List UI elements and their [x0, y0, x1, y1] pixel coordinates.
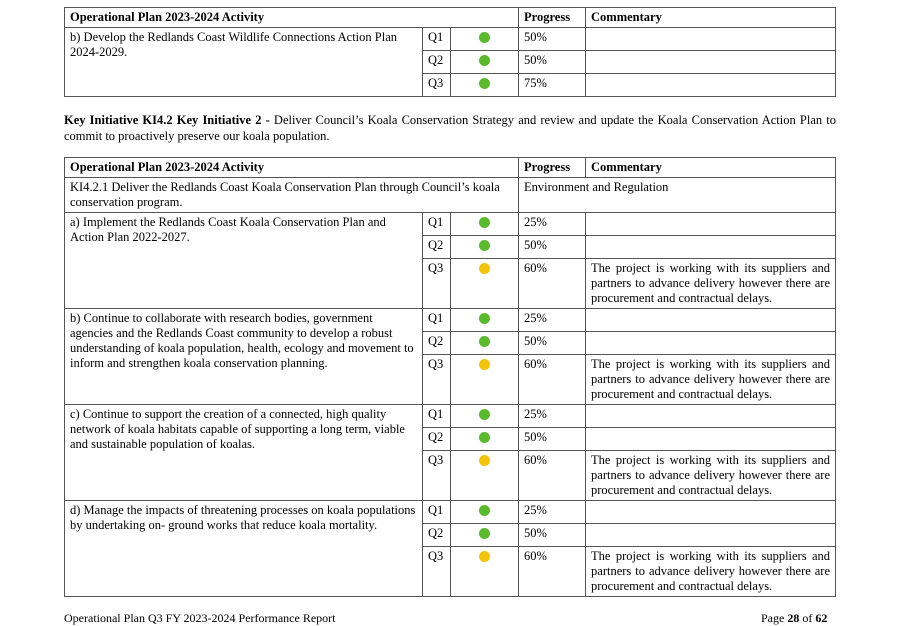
progress-cell: 75%: [519, 74, 586, 97]
status-cell: [451, 405, 519, 428]
status-cell: [451, 355, 519, 405]
status-amber-dot-icon: [479, 359, 490, 370]
page-of: of: [799, 611, 816, 625]
status-green-dot-icon: [479, 78, 490, 89]
commentary-cell: The project is working with its suppliers and partners to advance delivery however there are procurement and contractual delays.: [586, 547, 836, 597]
footer-report-title: Operational Plan Q3 FY 2023-2024 Performance Report: [64, 611, 336, 625]
progress-cell: 50%: [519, 524, 586, 547]
quarter-cell: Q3: [423, 74, 451, 97]
status-green-dot-icon: [479, 432, 490, 443]
status-cell: [451, 547, 519, 597]
commentary-cell: The project is working with its suppliers and partners to advance delivery however there are procurement and contractual delays.: [586, 259, 836, 309]
progress-cell: 60%: [519, 259, 586, 309]
status-amber-dot-icon: [479, 263, 490, 274]
status-green-dot-icon: [479, 217, 490, 228]
progress-cell: 25%: [519, 405, 586, 428]
status-cell: [451, 74, 519, 97]
progress-cell: 50%: [519, 332, 586, 355]
quarter-cell: Q1: [423, 309, 451, 332]
progress-cell: 25%: [519, 213, 586, 236]
commentary-cell: [586, 309, 836, 332]
status-green-dot-icon: [479, 528, 490, 539]
status-cell: [451, 51, 519, 74]
commentary-cell: [586, 332, 836, 355]
status-cell: [451, 501, 519, 524]
progress-cell: 60%: [519, 547, 586, 597]
status-green-dot-icon: [479, 409, 490, 420]
header-progress: Progress: [519, 8, 586, 28]
progress-cell: 60%: [519, 451, 586, 501]
quarter-cell: Q2: [423, 524, 451, 547]
progress-cell: 50%: [519, 51, 586, 74]
progress-cell: 50%: [519, 236, 586, 259]
header-activity: Operational Plan 2023-2024 Activity: [65, 158, 519, 178]
quarter-cell: Q2: [423, 236, 451, 259]
commentary-cell: [586, 51, 836, 74]
progress-cell: 50%: [519, 28, 586, 51]
activity-label: a) Implement the Redlands Coast Koala Conservation Plan and Action Plan 2022-2027.: [65, 213, 423, 309]
commentary-cell: [586, 428, 836, 451]
progress-cell: 25%: [519, 501, 586, 524]
status-cell: [451, 332, 519, 355]
table-row: [65, 501, 836, 524]
commentary-cell: [586, 405, 836, 428]
activity-label: b) Continue to collaborate with research bodies, government agencies and the Redlands Coast community to develop a robust understanding of koala population, health, ecology and movement to inform and strengthen koala conservation planning.: [65, 309, 423, 405]
quarter-cell: Q2: [423, 51, 451, 74]
header-commentary: Commentary: [586, 8, 836, 28]
status-green-dot-icon: [479, 505, 490, 516]
table-row: [65, 405, 836, 428]
status-green-dot-icon: [479, 240, 490, 251]
status-green-dot-icon: [479, 313, 490, 324]
progress-cell: 50%: [519, 428, 586, 451]
commentary-cell: [586, 501, 836, 524]
activity-label: d) Manage the impacts of threatening processes on koala populations by undertaking on- ground works that reduce koala mortality.: [65, 501, 423, 597]
page-prefix: Page: [761, 611, 788, 625]
quarter-cell: Q1: [423, 28, 451, 51]
quarter-cell: Q1: [423, 501, 451, 524]
status-green-dot-icon: [479, 32, 490, 43]
page-total: 62: [815, 611, 828, 625]
progress-cell: 25%: [519, 309, 586, 332]
quarter-cell: Q2: [423, 332, 451, 355]
commentary-cell: The project is working with its suppliers and partners to advance delivery however there are procurement and contractual delays.: [586, 355, 836, 405]
header-activity: Operational Plan 2023-2024 Activity: [65, 8, 519, 28]
section-owner: Environment and Regulation: [519, 178, 836, 213]
activity-label: c) Continue to support the creation of a connected, high quality network of koala habitats capable of supporting a long term, viable and sustainable population of koalas.: [65, 405, 423, 501]
key-initiative-paragraph: [64, 112, 836, 144]
activity-label: b) Develop the Redlands Coast Wildlife Connections Action Plan 2024-2029.: [65, 28, 423, 97]
quarter-cell: Q2: [423, 428, 451, 451]
key-initiative-heading: Key Initiative KI4.2 Key Initiative 2 -: [64, 113, 270, 127]
quarter-cell: Q3: [423, 259, 451, 309]
status-cell: [451, 524, 519, 547]
activity-table-1: [64, 7, 836, 97]
quarter-cell: Q3: [423, 451, 451, 501]
status-cell: [451, 28, 519, 51]
header-commentary: Commentary: [586, 158, 836, 178]
table-row: [65, 309, 836, 332]
quarter-cell: Q3: [423, 355, 451, 405]
status-green-dot-icon: [479, 336, 490, 347]
status-green-dot-icon: [479, 55, 490, 66]
section-title: KI4.2.1 Deliver the Redlands Coast Koala Conservation Plan through Council’s koala conservation program.: [65, 178, 519, 213]
commentary-cell: The project is working with its suppliers and partners to advance delivery however there are procurement and contractual delays.: [586, 451, 836, 501]
commentary-cell: [586, 213, 836, 236]
activity-table-2: [64, 157, 836, 597]
status-cell: [451, 236, 519, 259]
commentary-cell: [586, 236, 836, 259]
quarter-cell: Q1: [423, 213, 451, 236]
commentary-cell: [586, 74, 836, 97]
status-cell: [451, 428, 519, 451]
header-progress: Progress: [519, 158, 586, 178]
status-cell: [451, 213, 519, 236]
footer-page-number: [761, 611, 827, 626]
page-current: 28: [787, 611, 800, 625]
status-cell: [451, 259, 519, 309]
commentary-cell: [586, 28, 836, 51]
status-cell: [451, 451, 519, 501]
status-cell: [451, 309, 519, 332]
key-initiative-text: Deliver Council’s Koala Conservation Strategy and review and update the Koala Conservation Action Plan to commit to proactively preserve our koala population.: [64, 113, 836, 143]
table-row: [65, 213, 836, 236]
status-amber-dot-icon: [479, 455, 490, 466]
status-amber-dot-icon: [479, 551, 490, 562]
quarter-cell: Q3: [423, 547, 451, 597]
table-row: [65, 28, 836, 51]
quarter-cell: Q1: [423, 405, 451, 428]
commentary-cell: [586, 524, 836, 547]
progress-cell: 60%: [519, 355, 586, 405]
